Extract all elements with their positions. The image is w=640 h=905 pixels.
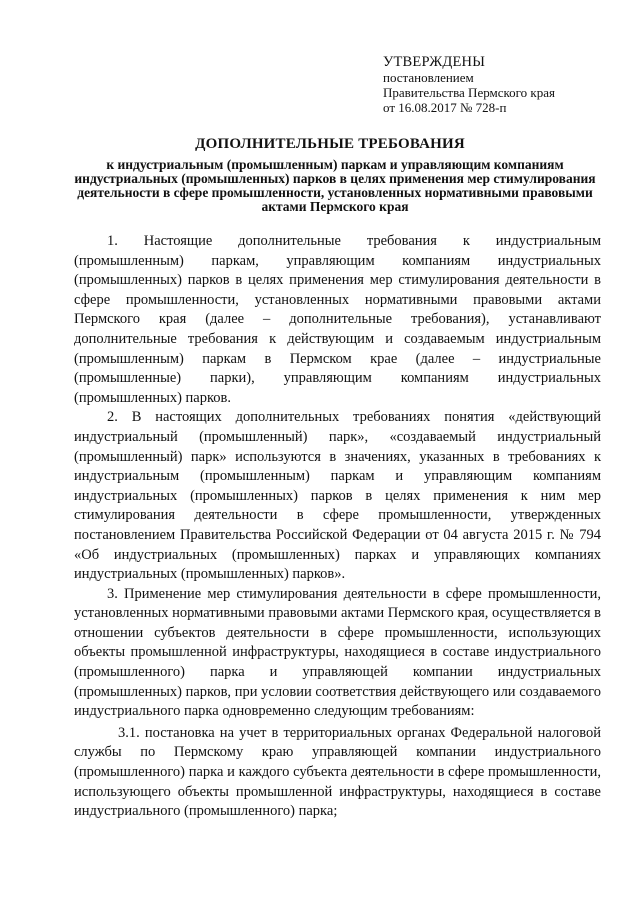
paragraph-1: 1. Настоящие дополнительные требования к индустриальным (промышленным) паркам, управляющим компаниям индустриальных (промышленных) парков в целях применения мер стимулирования деятельности в сфере промышленности, установленных нормативными правовыми актами Пермского края (далее – дополнительные требования), устанавливают дополнительные требования к действующим и создаваемым индустриальным (промышленным) паркам в Пермском крае (далее – индустриальные (промышленные) парки), управляющим компаниям индустриальных (промышленных) парков. <box>74 233 601 406</box>
approval-heading: УТВЕРЖДЕНЫ <box>383 54 486 70</box>
approval-stamp <box>383 54 633 115</box>
paragraph-3: 3. Применение мер стимулирования деятельности в сфере промышленности, установленных нормативными правовыми актами Пермского края, осуществляется в отношении субъектов деятельности в сфере промышленности, использующих объекты промышленной инфраструктуры, находящиеся в составе индустриального (промышленного) парка и управляющей компании индустриальных (промышленных) парков, при условии соответствия действующего или создаваемого индустриального парка одновременно следующим требованиям: <box>74 585 601 720</box>
paragraph-2: 2. В настоящих дополнительных требованиях понятия «действующий индустриальный (промышленный) парк», «создаваемый индустриальный (промышленный) парк» используются в значениях, указанных в требованиях к индустриальным (промышленным) паркам и управляющим компаниям индустриальных (промышленных) парков в целях применения к ним мер стимулирования деятельности в сфере промышленности, утвержденных постановлением Правительства Российской Федерации от 04 августа 2015 г. № 794 «Об индустриальных (промышленных) парках и управляющих компаниях индустриальных (промышленных) парков». <box>74 409 601 583</box>
subparagraph-3-1: 3.1. постановка на учет в территориальных органах Федеральной налоговой службы по Пермскому краю управляющей компании индустриального (промышленного) парка и каждого субъекта деятельности в сфере промышленности, использующего объекты промышленной инфраструктуры, находящиеся в составе индустриального (промышленного) парка; <box>74 724 601 820</box>
approval-line-3: от 16.08.2017 № 728-п <box>383 100 507 115</box>
document-body <box>74 232 601 822</box>
approval-line-1: постановлением <box>383 70 474 85</box>
document-subtitle: к индустриальным (промышленным) паркам и управляющим компаниям индустриальных (промышленных) парков в целях применения мер стимулирования деятельности в сфере промышленности, установленных нормативными правовыми актами Пермского края <box>74 157 596 214</box>
document-title: ДОПОЛНИТЕЛЬНЫЕ ТРЕБОВАНИЯ <box>195 136 465 152</box>
approval-line-2: Правительства Пермского края <box>383 85 555 100</box>
